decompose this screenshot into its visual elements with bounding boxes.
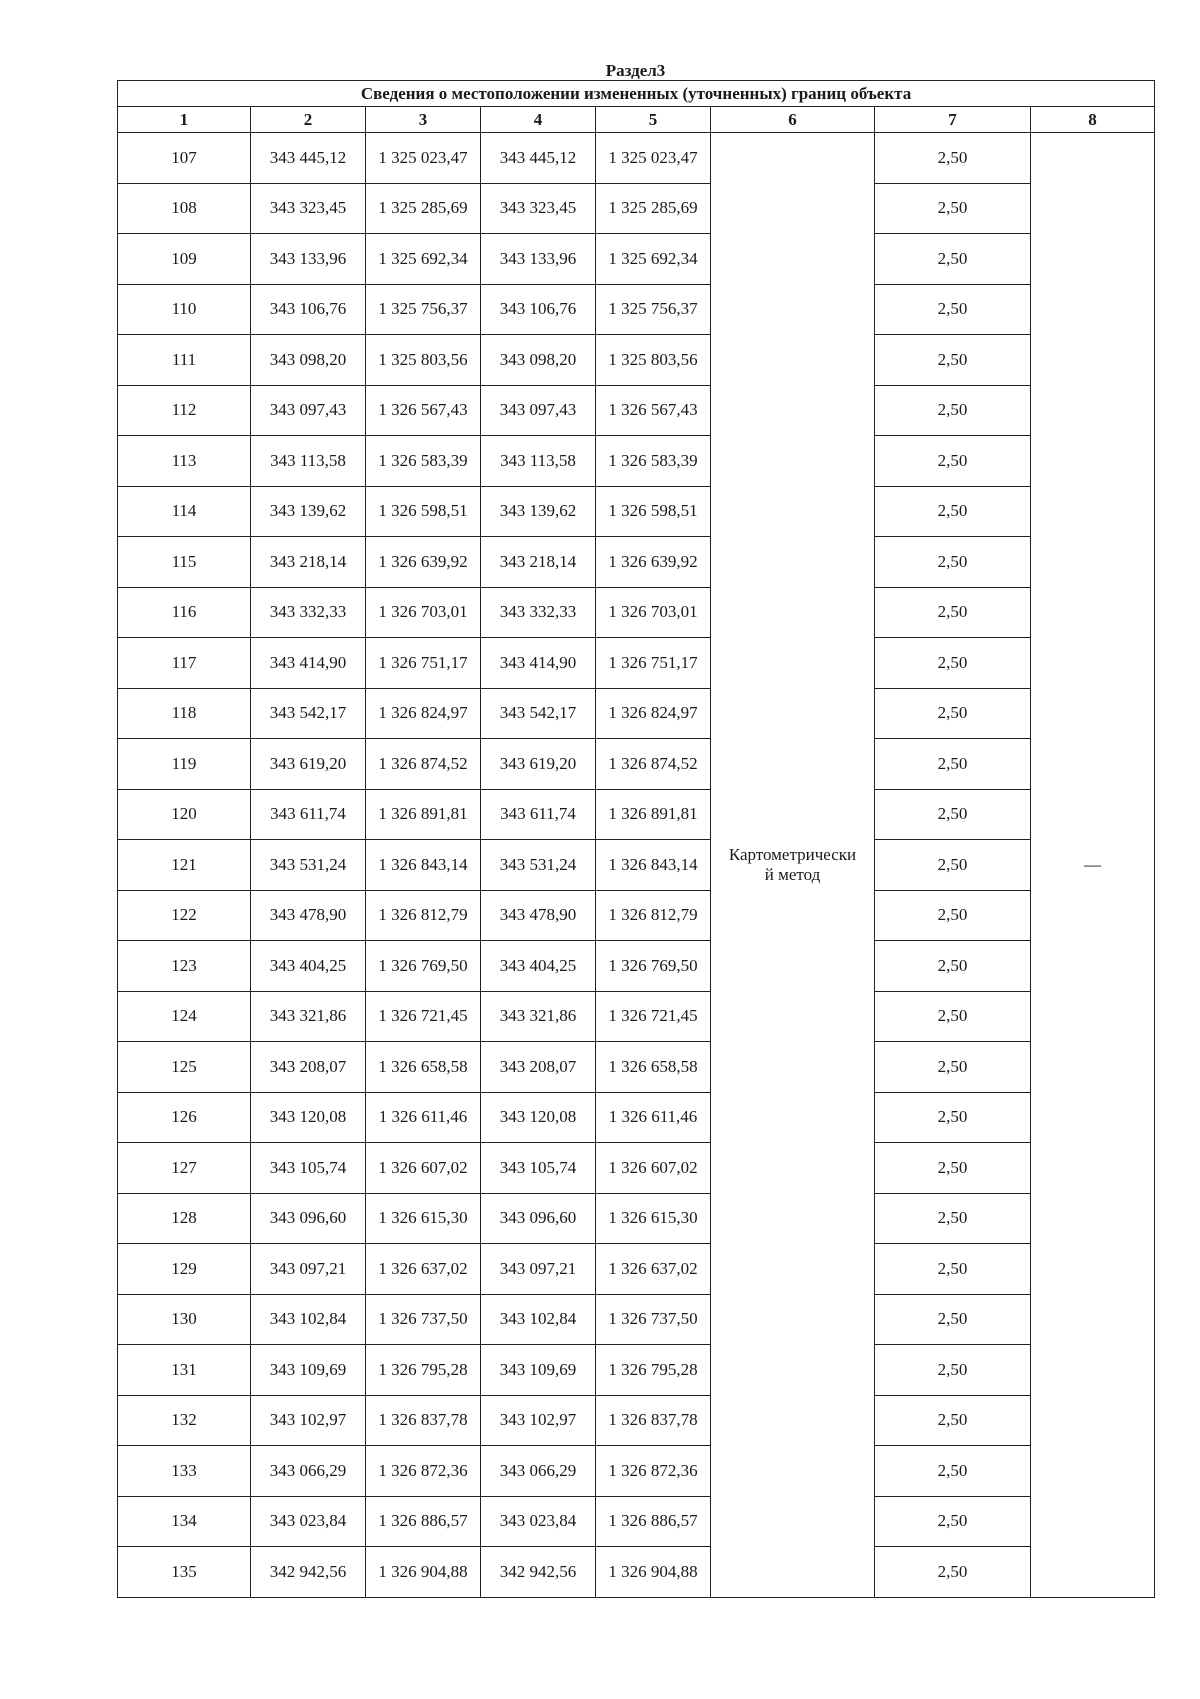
- existing-y-cell: 1 326 837,78: [366, 1395, 481, 1446]
- point-number-cell: 133: [118, 1446, 251, 1497]
- existing-x-cell: 343 097,21: [251, 1244, 366, 1295]
- table-row: [118, 1446, 1155, 1497]
- existing-y-cell: 1 326 703,01: [366, 587, 481, 638]
- existing-x-cell: 343 321,86: [251, 991, 366, 1042]
- accuracy-cell: 2,50: [875, 1345, 1031, 1396]
- existing-x-cell: 343 323,45: [251, 183, 366, 234]
- column-header-5: 5: [596, 107, 711, 133]
- table-row: [118, 1042, 1155, 1093]
- column-header-4: 4: [481, 107, 596, 133]
- existing-x-cell: 343 097,43: [251, 385, 366, 436]
- new-y-cell: 1 326 607,02: [596, 1143, 711, 1194]
- table-row: [118, 587, 1155, 638]
- accuracy-cell: 2,50: [875, 688, 1031, 739]
- table-row: [118, 537, 1155, 588]
- new-x-cell: 343 478,90: [481, 890, 596, 941]
- column-header-7: 7: [875, 107, 1031, 133]
- existing-x-cell: 343 109,69: [251, 1345, 366, 1396]
- existing-y-cell: 1 326 904,88: [366, 1547, 481, 1598]
- table-body: [118, 133, 1155, 1598]
- new-x-cell: 343 323,45: [481, 183, 596, 234]
- accuracy-cell: 2,50: [875, 385, 1031, 436]
- column8-cell: —: [1031, 133, 1155, 1598]
- table-row: [118, 1092, 1155, 1143]
- point-number-cell: 134: [118, 1496, 251, 1547]
- new-y-cell: 1 326 658,58: [596, 1042, 711, 1093]
- table-row: [118, 941, 1155, 992]
- table-row: [118, 284, 1155, 335]
- table-row: [118, 335, 1155, 386]
- table-row: [118, 638, 1155, 689]
- existing-y-cell: 1 326 598,51: [366, 486, 481, 537]
- new-y-cell: 1 326 598,51: [596, 486, 711, 537]
- table-row: [118, 1547, 1155, 1598]
- new-y-cell: 1 326 721,45: [596, 991, 711, 1042]
- table-row: [118, 183, 1155, 234]
- accuracy-cell: 2,50: [875, 1446, 1031, 1497]
- point-number-cell: 126: [118, 1092, 251, 1143]
- accuracy-cell: 2,50: [875, 638, 1031, 689]
- existing-y-cell: 1 325 692,34: [366, 234, 481, 285]
- existing-y-cell: 1 326 721,45: [366, 991, 481, 1042]
- point-number-cell: 131: [118, 1345, 251, 1396]
- new-x-cell: 343 619,20: [481, 739, 596, 790]
- new-y-cell: 1 326 583,39: [596, 436, 711, 487]
- new-x-cell: 343 102,97: [481, 1395, 596, 1446]
- new-y-cell: 1 325 803,56: [596, 335, 711, 386]
- new-x-cell: 343 106,76: [481, 284, 596, 335]
- table-row: [118, 1294, 1155, 1345]
- new-x-cell: 343 321,86: [481, 991, 596, 1042]
- existing-y-cell: 1 326 886,57: [366, 1496, 481, 1547]
- existing-y-cell: 1 326 812,79: [366, 890, 481, 941]
- new-y-cell: 1 326 886,57: [596, 1496, 711, 1547]
- new-y-cell: 1 326 751,17: [596, 638, 711, 689]
- table-row: [118, 385, 1155, 436]
- table-row: [118, 1345, 1155, 1396]
- accuracy-cell: 2,50: [875, 1547, 1031, 1598]
- new-x-cell: 343 097,21: [481, 1244, 596, 1295]
- point-number-cell: 124: [118, 991, 251, 1042]
- existing-y-cell: 1 326 607,02: [366, 1143, 481, 1194]
- point-number-cell: 112: [118, 385, 251, 436]
- existing-x-cell: 343 332,33: [251, 587, 366, 638]
- column-header-3: 3: [366, 107, 481, 133]
- existing-y-cell: 1 325 756,37: [366, 284, 481, 335]
- existing-y-cell: 1 326 751,17: [366, 638, 481, 689]
- boundary-coordinates-table: [117, 80, 1155, 1598]
- new-x-cell: 343 097,43: [481, 385, 596, 436]
- accuracy-cell: 2,50: [875, 1244, 1031, 1295]
- accuracy-cell: 2,50: [875, 840, 1031, 891]
- point-number-cell: 111: [118, 335, 251, 386]
- point-number-cell: 113: [118, 436, 251, 487]
- new-x-cell: 343 139,62: [481, 486, 596, 537]
- table-title: Сведения о местоположении измененных (уточненных) границ объекта: [118, 81, 1155, 107]
- new-x-cell: 343 542,17: [481, 688, 596, 739]
- new-x-cell: 343 105,74: [481, 1143, 596, 1194]
- new-y-cell: 1 325 023,47: [596, 133, 711, 184]
- point-number-cell: 125: [118, 1042, 251, 1093]
- table-row: [118, 890, 1155, 941]
- table-row: [118, 486, 1155, 537]
- accuracy-cell: 2,50: [875, 991, 1031, 1042]
- point-number-cell: 122: [118, 890, 251, 941]
- table-row: [118, 840, 1155, 891]
- point-number-cell: 121: [118, 840, 251, 891]
- point-number-cell: 114: [118, 486, 251, 537]
- new-x-cell: 343 445,12: [481, 133, 596, 184]
- new-y-cell: 1 326 904,88: [596, 1547, 711, 1598]
- existing-y-cell: 1 326 611,46: [366, 1092, 481, 1143]
- existing-y-cell: 1 326 637,02: [366, 1244, 481, 1295]
- new-y-cell: 1 326 567,43: [596, 385, 711, 436]
- new-x-cell: 343 414,90: [481, 638, 596, 689]
- table-row: [118, 739, 1155, 790]
- existing-x-cell: 343 120,08: [251, 1092, 366, 1143]
- new-x-cell: 343 611,74: [481, 789, 596, 840]
- accuracy-cell: 2,50: [875, 1496, 1031, 1547]
- point-number-cell: 115: [118, 537, 251, 588]
- accuracy-cell: 2,50: [875, 1193, 1031, 1244]
- existing-x-cell: 343 542,17: [251, 688, 366, 739]
- accuracy-cell: 2,50: [875, 537, 1031, 588]
- existing-y-cell: 1 326 824,97: [366, 688, 481, 739]
- table-row: [118, 436, 1155, 487]
- accuracy-cell: 2,50: [875, 890, 1031, 941]
- point-number-cell: 108: [118, 183, 251, 234]
- table-row: [118, 1193, 1155, 1244]
- accuracy-cell: 2,50: [875, 183, 1031, 234]
- accuracy-cell: 2,50: [875, 1042, 1031, 1093]
- new-x-cell: 343 531,24: [481, 840, 596, 891]
- method-cell: Картометрически й метод: [711, 133, 875, 1598]
- existing-y-cell: 1 326 615,30: [366, 1193, 481, 1244]
- new-y-cell: 1 326 872,36: [596, 1446, 711, 1497]
- existing-x-cell: 343 133,96: [251, 234, 366, 285]
- point-number-cell: 110: [118, 284, 251, 335]
- new-x-cell: 343 096,60: [481, 1193, 596, 1244]
- table-row: [118, 234, 1155, 285]
- existing-x-cell: 343 023,84: [251, 1496, 366, 1547]
- existing-x-cell: 342 942,56: [251, 1547, 366, 1598]
- point-number-cell: 128: [118, 1193, 251, 1244]
- existing-y-cell: 1 326 658,58: [366, 1042, 481, 1093]
- table-row: [118, 1143, 1155, 1194]
- new-y-cell: 1 326 637,02: [596, 1244, 711, 1295]
- new-y-cell: 1 326 812,79: [596, 890, 711, 941]
- new-y-cell: 1 326 824,97: [596, 688, 711, 739]
- new-x-cell: 343 133,96: [481, 234, 596, 285]
- new-x-cell: 343 120,08: [481, 1092, 596, 1143]
- accuracy-cell: 2,50: [875, 739, 1031, 790]
- existing-y-cell: 1 326 639,92: [366, 537, 481, 588]
- table-row: [118, 1244, 1155, 1295]
- new-x-cell: 343 208,07: [481, 1042, 596, 1093]
- existing-x-cell: 343 619,20: [251, 739, 366, 790]
- accuracy-cell: 2,50: [875, 486, 1031, 537]
- new-y-cell: 1 326 795,28: [596, 1345, 711, 1396]
- new-y-cell: 1 326 837,78: [596, 1395, 711, 1446]
- new-y-cell: 1 326 874,52: [596, 739, 711, 790]
- point-number-cell: 118: [118, 688, 251, 739]
- section-label: Раздел3: [605, 61, 666, 80]
- existing-x-cell: 343 208,07: [251, 1042, 366, 1093]
- existing-x-cell: 343 066,29: [251, 1446, 366, 1497]
- point-number-cell: 109: [118, 234, 251, 285]
- accuracy-cell: 2,50: [875, 941, 1031, 992]
- new-x-cell: 343 102,84: [481, 1294, 596, 1345]
- existing-x-cell: 343 531,24: [251, 840, 366, 891]
- accuracy-cell: 2,50: [875, 133, 1031, 184]
- existing-x-cell: 343 096,60: [251, 1193, 366, 1244]
- new-y-cell: 1 325 756,37: [596, 284, 711, 335]
- point-number-cell: 129: [118, 1244, 251, 1295]
- table-row: [118, 1496, 1155, 1547]
- existing-x-cell: 343 611,74: [251, 789, 366, 840]
- table-row: [118, 1395, 1155, 1446]
- existing-x-cell: 343 105,74: [251, 1143, 366, 1194]
- existing-x-cell: 343 139,62: [251, 486, 366, 537]
- accuracy-cell: 2,50: [875, 284, 1031, 335]
- column-number-row: [118, 107, 1155, 133]
- new-x-cell: 343 066,29: [481, 1446, 596, 1497]
- point-number-cell: 135: [118, 1547, 251, 1598]
- point-number-cell: 127: [118, 1143, 251, 1194]
- existing-x-cell: 343 445,12: [251, 133, 366, 184]
- column-header-6: 6: [711, 107, 875, 133]
- accuracy-cell: 2,50: [875, 436, 1031, 487]
- existing-y-cell: 1 326 795,28: [366, 1345, 481, 1396]
- existing-x-cell: 343 102,84: [251, 1294, 366, 1345]
- new-y-cell: 1 326 703,01: [596, 587, 711, 638]
- existing-y-cell: 1 326 843,14: [366, 840, 481, 891]
- existing-x-cell: 343 113,58: [251, 436, 366, 487]
- new-x-cell: 343 113,58: [481, 436, 596, 487]
- new-y-cell: 1 325 285,69: [596, 183, 711, 234]
- existing-x-cell: 343 218,14: [251, 537, 366, 588]
- new-y-cell: 1 326 843,14: [596, 840, 711, 891]
- existing-y-cell: 1 326 891,81: [366, 789, 481, 840]
- point-number-cell: 116: [118, 587, 251, 638]
- column-header-1: 1: [118, 107, 251, 133]
- point-number-cell: 119: [118, 739, 251, 790]
- existing-x-cell: 343 478,90: [251, 890, 366, 941]
- existing-y-cell: 1 326 874,52: [366, 739, 481, 790]
- accuracy-cell: 2,50: [875, 789, 1031, 840]
- existing-y-cell: 1 325 023,47: [366, 133, 481, 184]
- existing-x-cell: 343 404,25: [251, 941, 366, 992]
- point-number-cell: 123: [118, 941, 251, 992]
- new-y-cell: 1 326 639,92: [596, 537, 711, 588]
- existing-y-cell: 1 325 285,69: [366, 183, 481, 234]
- point-number-cell: 132: [118, 1395, 251, 1446]
- existing-y-cell: 1 326 872,36: [366, 1446, 481, 1497]
- accuracy-cell: 2,50: [875, 335, 1031, 386]
- existing-y-cell: 1 326 567,43: [366, 385, 481, 436]
- new-x-cell: 343 404,25: [481, 941, 596, 992]
- accuracy-cell: 2,50: [875, 1294, 1031, 1345]
- new-x-cell: 343 218,14: [481, 537, 596, 588]
- new-y-cell: 1 326 737,50: [596, 1294, 711, 1345]
- existing-y-cell: 1 326 769,50: [366, 941, 481, 992]
- accuracy-cell: 2,50: [875, 1092, 1031, 1143]
- point-number-cell: 107: [118, 133, 251, 184]
- point-number-cell: 117: [118, 638, 251, 689]
- new-y-cell: 1 326 615,30: [596, 1193, 711, 1244]
- new-y-cell: 1 325 692,34: [596, 234, 711, 285]
- new-y-cell: 1 326 611,46: [596, 1092, 711, 1143]
- table-row: [118, 991, 1155, 1042]
- new-x-cell: 343 023,84: [481, 1496, 596, 1547]
- table-row: [118, 688, 1155, 739]
- point-number-cell: 120: [118, 789, 251, 840]
- existing-x-cell: 343 098,20: [251, 335, 366, 386]
- table-row: [118, 133, 1155, 184]
- new-x-cell: 343 098,20: [481, 335, 596, 386]
- existing-x-cell: 343 414,90: [251, 638, 366, 689]
- new-y-cell: 1 326 769,50: [596, 941, 711, 992]
- accuracy-cell: 2,50: [875, 1395, 1031, 1446]
- accuracy-cell: 2,50: [875, 587, 1031, 638]
- existing-x-cell: 343 102,97: [251, 1395, 366, 1446]
- existing-y-cell: 1 326 583,39: [366, 436, 481, 487]
- accuracy-cell: 2,50: [875, 1143, 1031, 1194]
- new-x-cell: 343 109,69: [481, 1345, 596, 1396]
- new-x-cell: 342 942,56: [481, 1547, 596, 1598]
- new-x-cell: 343 332,33: [481, 587, 596, 638]
- existing-y-cell: 1 326 737,50: [366, 1294, 481, 1345]
- existing-x-cell: 343 106,76: [251, 284, 366, 335]
- column-header-8: 8: [1031, 107, 1155, 133]
- new-y-cell: 1 326 891,81: [596, 789, 711, 840]
- table-row: [118, 789, 1155, 840]
- point-number-cell: 130: [118, 1294, 251, 1345]
- column-header-2: 2: [251, 107, 366, 133]
- existing-y-cell: 1 325 803,56: [366, 335, 481, 386]
- accuracy-cell: 2,50: [875, 234, 1031, 285]
